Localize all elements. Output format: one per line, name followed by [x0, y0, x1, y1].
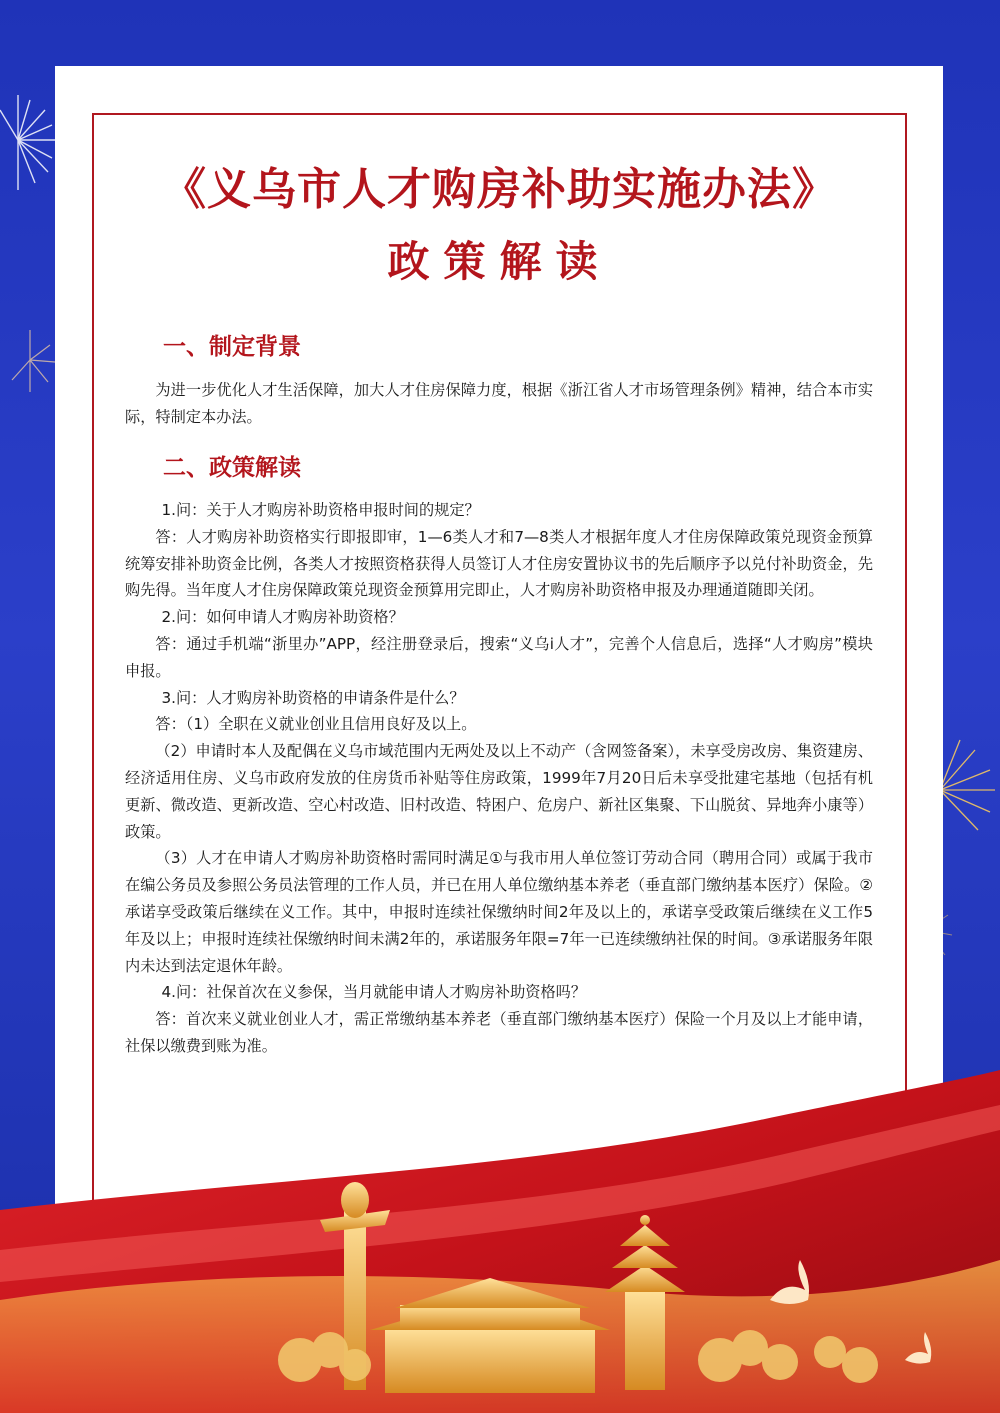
question: 4.问：社保首次在义参保，当月就能申请人才购房补助资格吗？ — [161, 983, 587, 1002]
answer: 答：首次来义就业创业人才，需正常缴纳基本养老（垂直部门缴纳基本医疗）保险一个月及以上才能申请，社保以缴费到账为准。 — [125, 1010, 873, 1055]
document-title: 《义乌市人才购房补助实施办法》 — [162, 164, 837, 215]
paragraph: 为进一步优化人才生活保障，加大人才住房保障力度，根据《浙江省人才市场管理条例》精神，结合本市实际，特制定本办法。 — [125, 381, 873, 426]
section-heading-interpretation: 二、政策解读 — [163, 455, 301, 481]
section-body-background — [125, 377, 873, 431]
document-subtitle: 政策解读 — [387, 237, 612, 286]
section-heading-background: 一、制定背景 — [163, 334, 301, 360]
question: 1.问：关于人才购房补助资格申报时间的规定？ — [161, 501, 480, 519]
question: 3.问：人才购房补助资格的申请条件是什么？ — [161, 688, 465, 707]
answer: 答：（1）全职在义就业创业且信用良好及以上。 — [155, 715, 477, 734]
question: 2.问：如何申请人才购房补助资格？ — [161, 608, 404, 627]
bottom-decoration — [0, 1060, 1000, 1413]
firework-icon — [0, 95, 55, 190]
answer: 答：人才购房补助资格实行即报即审，1—6类人才和7—8类人才根据年度人才住房保障政策兑现资金预算统筹安排补助资金比例，各类人才按照资格获得人员签订人才住房安置协议书的先后顺序予以兑付补助资金，先购先得。当年度人才住房保障政策兑现资金预算用完即止，人才购房补助资格申报及办理通道随即关闭。 — [125, 527, 873, 600]
section-body-interpretation — [125, 497, 873, 1060]
answer-item: （3）人才在申请人才购房补助资格时需同时满足①与我市用人单位签订劳动合同（聘用合同）或属于我市在编公务员及参照公务员法管理的工作人员，并已在用人单位缴纳基本养老（垂直部门缴纳基本医疗）保险。②承诺享受政策后继续在义工作。其中，申报时连续社保缴纳时间2年及以上的，承诺享受政策后继续在义工作5年及以上；申报时连续社保缴纳时间未满2年的，承诺服务年限=7年一已连续缴纳社保的时间。③承诺服务年限内未达到法定退休年龄。 — [125, 849, 873, 975]
firework-icon — [12, 330, 55, 392]
answer: 答：通过手机端“浙里办”APP，经注册登录后，搜索“义乌i人才”，完善个人信息后，选择“人才购房”模块申报。 — [125, 634, 873, 680]
answer-item: （2）申请时本人及配偶在义乌市域范围内无两处及以上不动产（含网签备案），未享受房改房、集资建房、经济适用住房、义乌市政府发放的住房货币补贴等住房政策，1999年7月20日后未享受批建宅基地（包括有机更新、微改造、更新改造、空心村改造、旧村改造、特困户、危房户、新社区集聚、下山脱贫、异地奔小康等）政策。 — [125, 742, 873, 841]
